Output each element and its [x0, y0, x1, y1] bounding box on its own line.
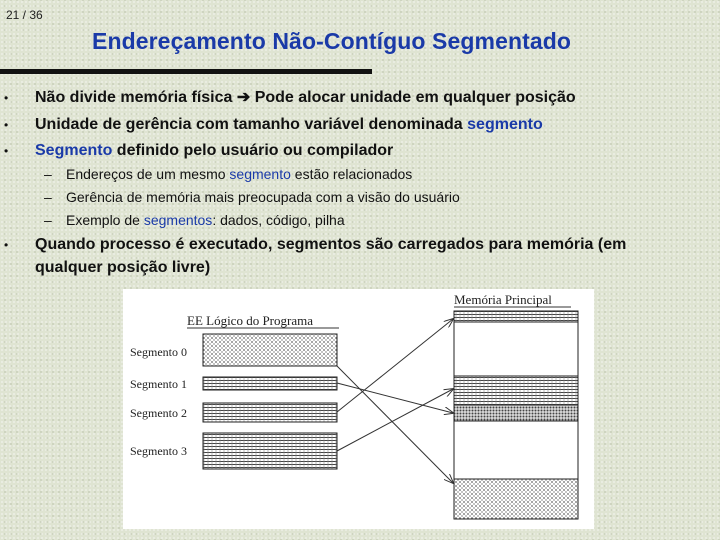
- sub-bullet-text: Exemplo de: [66, 212, 144, 228]
- bullet-marker: •: [4, 91, 9, 105]
- segment-1-block: [203, 377, 337, 390]
- arrow-segment-0: [337, 366, 453, 483]
- segmentation-diagram: [123, 289, 594, 529]
- bullet-text: definido pelo usuário ou compilador: [112, 142, 394, 159]
- bullet-marker: •: [4, 118, 9, 132]
- mapping-arrows: [337, 319, 453, 483]
- sub-bullet-marker: –: [44, 166, 52, 182]
- diagram-svg: [123, 289, 594, 529]
- highlight-term: segmento: [229, 166, 291, 182]
- bullet-marker: •: [4, 238, 9, 252]
- segment-label: Segmento 2: [130, 406, 187, 420]
- bullet-text: Pode alocar unidade em qualquer posição: [250, 89, 576, 106]
- segment-0-block: [203, 334, 337, 366]
- sub-bullet-text: estão relacionados: [290, 166, 413, 182]
- sub-bullet-marker: –: [44, 212, 52, 228]
- sub-bullet-text: Endereços de um mesmo: [66, 166, 230, 182]
- bullet-text: Não divide memória física: [35, 89, 237, 106]
- bullet-marker: •: [4, 144, 9, 158]
- memory-block-segment-0: [454, 479, 578, 519]
- logical-space-title: EE Lógico do Programa: [187, 313, 313, 328]
- highlight-term: Segmento: [35, 142, 113, 159]
- bullet-text: Unidade de gerência com tamanho variável denominada: [35, 116, 468, 133]
- bullet-text: Quando processo é executado, segmentos são carregados para memória (em: [35, 236, 627, 253]
- sub-bullet-text: Gerência de memória mais preocupada com a visão do usuário: [66, 189, 460, 205]
- highlight-term: segmento: [467, 116, 543, 133]
- logical-segments: [203, 334, 337, 469]
- right-arrow-icon: ➔: [236, 89, 251, 106]
- main-memory: [454, 311, 578, 519]
- bullet-text: qualquer posição livre): [35, 259, 211, 276]
- segment-label: Segmento 0: [130, 345, 187, 359]
- segment-2-block: [203, 403, 337, 422]
- segment-label: Segmento 1: [130, 377, 187, 391]
- memory-block-segment-2: [454, 311, 578, 322]
- slide-title: Endereçamento Não-Contíguo Segmentado: [92, 28, 572, 54]
- highlight-term: segmentos: [143, 212, 213, 228]
- segment-3-block: [203, 433, 337, 469]
- segment-label: Segmento 3: [130, 444, 187, 458]
- sub-bullet-text: : dados, código, pilha: [212, 212, 345, 228]
- memory-title: Memória Principal: [454, 292, 552, 307]
- sub-bullet-marker: –: [44, 189, 52, 205]
- memory-block-segment-3: [454, 376, 578, 405]
- memory-block-segment-1: [454, 405, 578, 421]
- title-underline: [0, 69, 372, 74]
- slide-number: 21 / 36: [6, 8, 43, 22]
